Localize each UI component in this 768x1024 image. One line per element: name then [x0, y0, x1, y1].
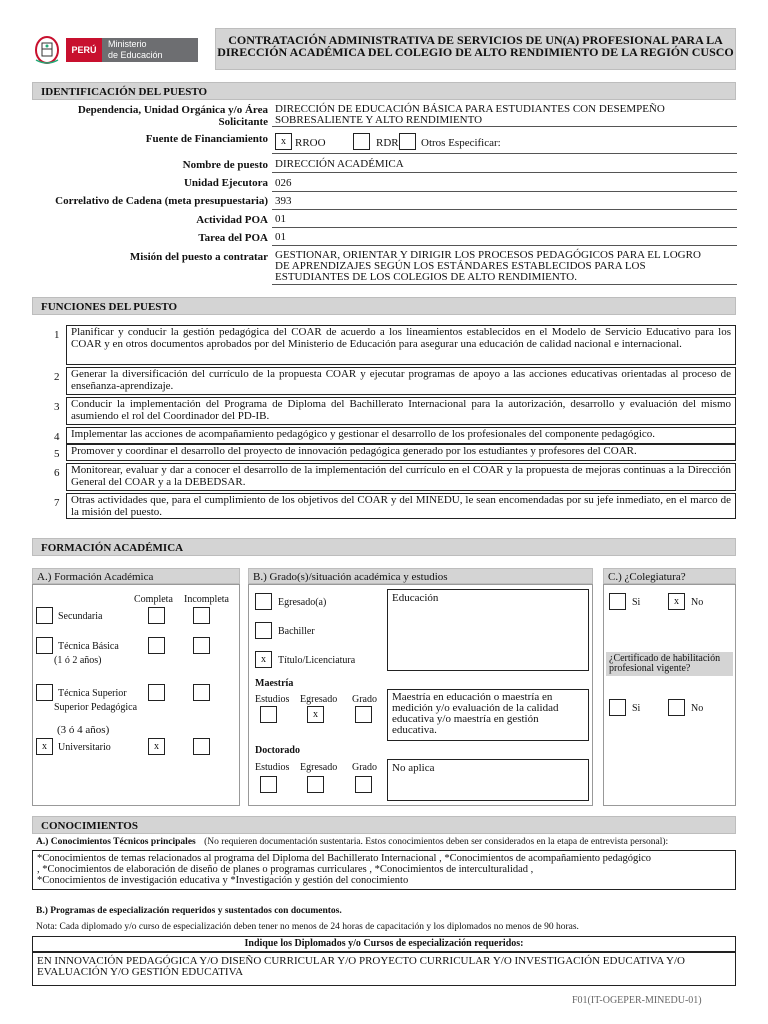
actividad-poa-value: 01	[275, 213, 286, 225]
tecnica-basica-sub: (1 ó 2 años)	[54, 655, 102, 666]
correlativo-underline	[272, 209, 737, 210]
tecnica-basica-checkbox[interactable]	[36, 637, 53, 654]
mision-value	[275, 250, 735, 283]
secundaria-incompleta-checkbox[interactable]	[193, 607, 210, 624]
tecnica-basica-completa-checkbox[interactable]	[148, 637, 165, 654]
conocimientos-section-header: CONOCIMIENTOS	[32, 816, 736, 834]
colegiatura-no-label: No	[691, 597, 704, 608]
universitario-checkbox[interactable]: x	[36, 738, 53, 755]
correlativo-value: 393	[275, 195, 292, 207]
tarea-poa-value: 01	[275, 231, 286, 243]
doctorado-egresado-label: Egresado	[300, 762, 338, 773]
formacion-b-header: B.) Grado(s)/situación académica y estudios	[248, 568, 593, 584]
secundaria-label: Secundaria	[58, 611, 103, 622]
tecnica-basica-incompleta-checkbox[interactable]	[193, 637, 210, 654]
footer-form-code: F01(IT-OGEPER-MINEDU-01)	[572, 995, 702, 1006]
funcion-number: 4	[54, 431, 60, 443]
funcion-number: 3	[54, 401, 60, 413]
certificado-no-label: No	[691, 703, 704, 714]
ministry-block	[102, 38, 198, 62]
tecnica-superior-incompleta-checkbox[interactable]	[193, 684, 210, 701]
titulo-checkbox[interactable]: x	[255, 651, 272, 668]
ministry-line-1: Ministerio	[108, 39, 147, 49]
doctorado-estudios-checkbox[interactable]	[260, 776, 277, 793]
fuente-underline	[272, 153, 737, 154]
tarea-underline	[272, 245, 737, 246]
document-title-band	[215, 28, 736, 70]
logo	[30, 32, 206, 70]
formacion-c-header: C.) ¿Colegiatura?	[603, 568, 736, 584]
maestria-egresado-checkbox[interactable]: x	[307, 706, 324, 723]
maestria-egresado-label: Egresado	[300, 694, 338, 705]
titulo-label: Título/Licenciatura	[278, 655, 356, 666]
certificado-si-label: Si	[632, 703, 641, 714]
egresado-checkbox[interactable]	[255, 593, 272, 610]
conocimientos-line-1: *Conocimientos de temas relacionados al programa del Diploma del Bachillerato Internacional , *Conocimientos de acompañamiento pedagógico	[37, 853, 652, 864]
universitario-incompleta-checkbox[interactable]	[193, 738, 210, 755]
funcion-item: Generar la diversificación del currículo de la propuesta COAR y ejecutar programas de apoyo a las acciones educativas orientadas al proceso de enseñanza-aprendizaje.	[66, 367, 736, 395]
fuente-label: Fuente de Financiamiento	[145, 133, 268, 145]
tecnica-superior-sub: (3 ó 4 años)	[57, 724, 110, 736]
document-title-line-2: DIRECCIÓN ACADÉMICA DEL COLEGIO DE ALTO RENDIMIENTO DE LA REGIÓN CUSCO	[217, 45, 734, 59]
certificado-question: ¿Certificado de habilitación profesional vigente?	[606, 652, 733, 676]
maestria-estudios-label: Estudios	[255, 694, 290, 705]
bachiller-checkbox[interactable]	[255, 622, 272, 639]
nombre-underline	[272, 172, 737, 173]
doctorado-estudios-label: Estudios	[255, 762, 290, 773]
col-completa: Completa	[134, 594, 173, 605]
diplomados-box	[32, 952, 736, 986]
funcion-number: 5	[54, 448, 60, 460]
maestria-grado-label: Grado	[352, 694, 377, 705]
dependencia-underline	[272, 126, 737, 127]
funcion-item: Planificar y conducir la gestión pedagógica del COAR de acuerdo a los lineamientos establecidos en el Modelo de Servicio Educativo para los COAR y en otros documentos aprobados por del Ministerio de Educación para asegurar una educación de calidad nacional e internacional.	[66, 325, 736, 365]
funcion-item: Otras actividades que, para el cumplimiento de los objetivos del COAR y del MINEDU, le sean encomendadas por su jefe inmediato, en el marco de la misión del puesto.	[66, 493, 736, 519]
maestria-estudios-checkbox[interactable]	[260, 706, 277, 723]
funcion-item: Conducir la implementación del Programa de Diploma del Bachillerato Internacional para la autorización, desarrollo y evaluación del mismo asumiendo el rol del Coordinador del PD-IB.	[66, 397, 736, 425]
fuente-otros-checkbox[interactable]	[399, 133, 416, 150]
fuente-otros-label: Otros Especificar:	[421, 137, 501, 149]
dependencia-label	[30, 104, 268, 128]
mision-underline	[272, 284, 737, 285]
formacion-c-panel	[603, 584, 736, 806]
conocimientos-a-title: A.) Conocimientos Técnicos principales	[36, 837, 196, 847]
col-incompleta: Incompleta	[184, 594, 229, 605]
certificado-no-checkbox[interactable]	[668, 699, 685, 716]
coat-of-arms-icon	[32, 34, 62, 66]
mision-line-3: ESTUDIANTES DE LOS COLEGIOS DE ALTO RENDIMIENTO.	[275, 271, 577, 283]
conocimientos-a-note: (No requieren documentación sustentaria. Estos conocimientos deben ser considerados en la etapa de entrevista personal):	[204, 837, 669, 847]
colegiatura-si-label: Si	[632, 597, 641, 608]
peru-brand-block: PERÚ	[66, 38, 102, 62]
dependencia-value	[275, 104, 737, 126]
conocimientos-b-note: Nota: Cada diplomado y/o curso de especialización deben tener no menos de 24 horas de capacitación y los diplomados no menos de 90 horas.	[36, 922, 579, 932]
certificado-si-checkbox[interactable]	[609, 699, 626, 716]
universitario-label: Universitario	[58, 742, 111, 753]
tecnica-superior-label: Técnica Superior	[58, 688, 127, 699]
tecnica-superior-completa-checkbox[interactable]	[148, 684, 165, 701]
bachiller-label: Bachiller	[278, 626, 315, 637]
ministry-line-2: de Educación	[108, 50, 163, 60]
secundaria-completa-checkbox[interactable]	[148, 607, 165, 624]
tecnica-basica-label: Técnica Básica	[58, 641, 119, 652]
formacion-a-header: A.) Formación Académica	[32, 568, 240, 584]
fuente-rroo-checkbox[interactable]: x	[275, 133, 292, 150]
colegiatura-si-checkbox[interactable]	[609, 593, 626, 610]
maestria-label: Maestría	[255, 678, 294, 689]
egresado-label: Egresado(a)	[278, 597, 327, 608]
funcion-number: 6	[54, 467, 60, 479]
funcion-number: 2	[54, 371, 60, 383]
fuente-rdr-label: RDR	[376, 137, 399, 149]
funcion-item: Promover y coordinar el desarrollo del proyecto de innovación pedagógica generado por los estudiantes y profesores del COAR.	[66, 444, 736, 461]
conocimientos-b-title: B.) Programas de especialización requeridos y sustentados con documentos.	[36, 906, 342, 916]
colegiatura-no-checkbox[interactable]: x	[668, 593, 685, 610]
actividad-underline	[272, 227, 737, 228]
fuente-rdr-checkbox[interactable]	[353, 133, 370, 150]
conocimientos-a-heading	[36, 837, 736, 847]
superior-pedagogica-label: Superior Pedagógica	[54, 702, 138, 713]
unidad-underline	[272, 191, 737, 192]
dependencia-label-line-2: Solicitante	[218, 116, 268, 128]
mision-line-1: GESTIONAR, ORIENTAR Y DIRIGIR LOS PROCESOS PEDAGÓGICOS PARA EL LOGRO	[275, 249, 701, 261]
tecnica-superior-checkbox[interactable]	[36, 684, 53, 701]
doctorado-egresado-checkbox[interactable]	[307, 776, 324, 793]
conocimientos-tecnicos-box	[32, 850, 736, 890]
fuente-rroo-label: RROO	[295, 137, 326, 149]
funcion-item: Monitorear, evaluar y dar a conocer el desarrollo de la implementación del currículo en el COAR y la propuesta de mejoras continuas a la Dirección General del COAR y a la DEBEDSAR.	[66, 463, 736, 491]
funcion-number: 1	[54, 329, 60, 341]
nombre-puesto-label: Nombre de puesto	[182, 159, 268, 171]
funcion-item: Implementar las acciones de acompañamiento pedagógico y gestionar el desarrollo de los profesionales del componente pedagógico.	[66, 427, 736, 444]
funciones-section-header: FUNCIONES DEL PUESTO	[32, 297, 736, 315]
dependencia-label-line-1: Dependencia, Unidad Orgánica y/o Área	[77, 104, 268, 116]
correlativo-label: Correlativo de Cadena (meta presupuestaria)	[55, 195, 268, 207]
universitario-completa-checkbox[interactable]: x	[148, 738, 165, 755]
diplomados-line-2: EVALUACIÓN Y/O GESTIÓN EDUCATIVA	[37, 966, 244, 978]
nombre-puesto-value: DIRECCIÓN ACADÉMICA	[275, 158, 404, 170]
unidad-ejecutora-value: 026	[275, 177, 292, 189]
conocimientos-line-3: *Conocimientos de investigación educativa y *Investigación y gestión del conocimiento	[37, 875, 409, 886]
formacion-section-header: FORMACIÓN ACADÉMICA	[32, 538, 736, 556]
tarea-poa-label: Tarea del POA	[198, 232, 268, 244]
dependencia-value-line-2: SOBRESALIENTE Y ALTO RENDIMIENTO	[275, 114, 483, 126]
actividad-poa-label: Actividad POA	[196, 214, 268, 226]
doctorado-field[interactable]: No aplica	[387, 759, 589, 801]
mision-line-2: DE APRENDIZAJES SEGÚN LOS ESTÁNDARES ESTABLECIDOS PARA LOS	[275, 260, 646, 272]
secundaria-checkbox[interactable]	[36, 607, 53, 624]
mision-label: Misión del puesto a contratar	[129, 251, 268, 263]
doctorado-grado-label: Grado	[352, 762, 377, 773]
funcion-number: 7	[54, 497, 60, 509]
doctorado-label: Doctorado	[255, 745, 300, 756]
dependencia-value-line-1: DIRECCIÓN DE EDUCACIÓN BÁSICA PARA ESTUDIANTES CON DESEMPEÑO	[275, 103, 665, 115]
doctorado-grado-checkbox[interactable]	[355, 776, 372, 793]
unidad-ejecutora-label: Unidad Ejecutora	[183, 177, 268, 189]
identificacion-section-header: IDENTIFICACIÓN DEL PUESTO	[32, 82, 736, 100]
document-title-line-1: CONTRATACIÓN ADMINISTRATIVA DE SERVICIOS DE UN(A) PROFESIONAL PARA LA	[228, 33, 723, 47]
maestria-field[interactable]: Maestría en educación o maestría en medición y/o evaluación de la calidad educativa y/o maestría en gestión educativa.	[387, 689, 589, 741]
grado-field[interactable]: Educación	[387, 589, 589, 671]
diplomados-header: Indique los Diplomados y/o Cursos de especialización requeridos:	[32, 936, 736, 952]
diplomados-line-1: EN INNOVACIÓN PEDAGÓGICA Y/O DISEÑO CURRICULAR Y/O PROYECTO CURRICULAR Y/O INVESTIGACIÓN EDUCATIVA Y/O	[37, 955, 686, 967]
conocimientos-line-2: , *Conocimientos de elaboración de diseño de planes o programas curriculares , *Conocimientos de interculturalidad ,	[37, 864, 534, 875]
maestria-grado-checkbox[interactable]	[355, 706, 372, 723]
